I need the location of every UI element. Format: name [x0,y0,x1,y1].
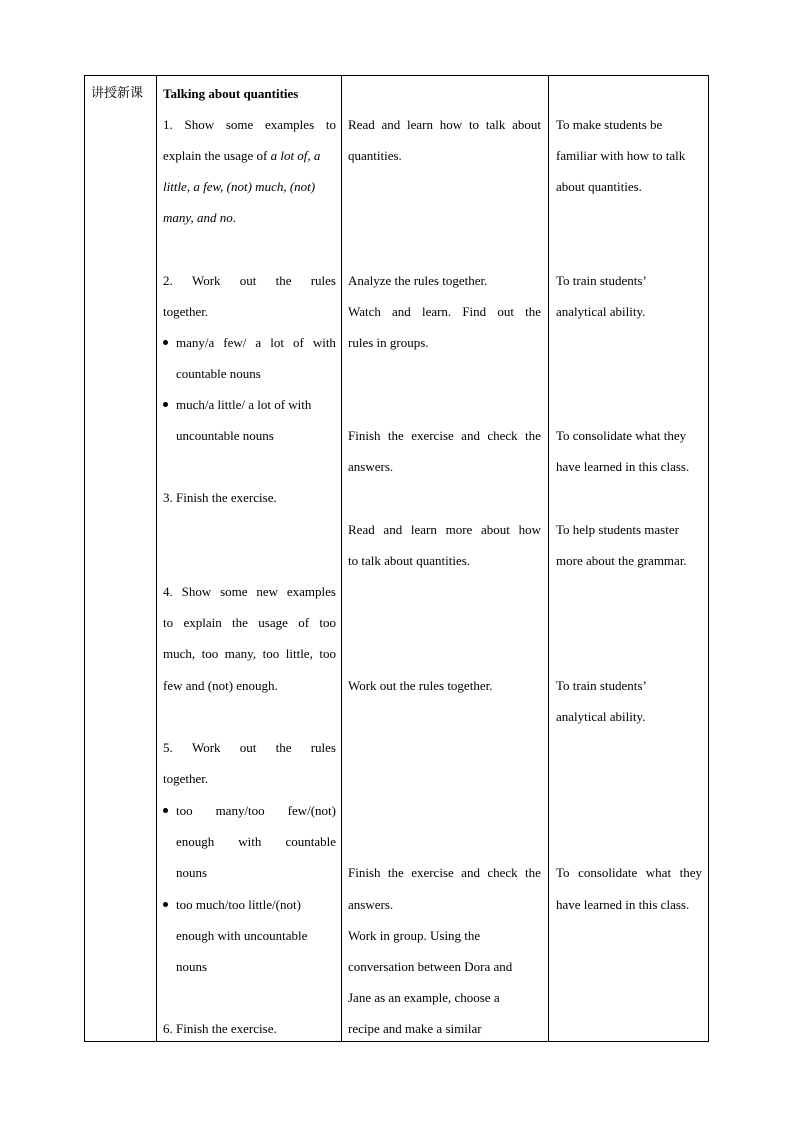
purpose-line: about quantities. [556,179,642,194]
bullet-item [176,795,336,826]
purpose-line: analytical ability. [556,709,646,724]
word: Finish [348,865,381,880]
word: the [275,740,292,755]
word: examples [265,117,315,132]
purpose-line: analytical ability. [556,304,646,319]
section-heading: Talking about quantities [163,86,299,101]
word: exercise [411,865,454,880]
purpose-line: To make students be [556,117,663,132]
word: Work [191,740,221,755]
word: few/ [223,335,247,350]
word: of [298,615,310,630]
word: out [239,740,257,755]
word: enough [176,834,215,849]
word: Show [184,117,215,132]
word: to [325,117,336,132]
bullet-item-cont: uncountable nouns [176,428,274,443]
word: of [292,335,304,350]
activity-line: Work out the rules together. [348,678,493,693]
word: about [481,522,510,537]
activity-line: rules in groups. [348,335,429,350]
activity-line: Analyze the rules together. [348,273,488,288]
word: the [275,273,292,288]
purpose-line: To train students’ [556,273,647,288]
word: 1. [163,117,173,132]
word: lot [270,335,284,350]
purpose-line: more about the grammar. [556,553,687,568]
activity-line: recipe and make a similar [348,1021,482,1036]
word: with [312,335,336,350]
activities-cell [342,76,548,1041]
activity-line: answers. [348,459,394,474]
word: Finish [348,428,381,443]
word: how [439,117,463,132]
bullet-item-cont: enough with uncountable [176,928,308,943]
word: and [392,304,411,319]
word: explain [183,615,222,630]
word: the [232,615,248,630]
word: talk [485,117,506,132]
word: too [176,803,193,818]
content-line: explain the usage of a lot of, a [163,148,321,163]
word: examples [286,584,336,599]
activity-line: conversation between Dora and [348,959,513,974]
bullet-item: too much/too little/(not) [176,889,301,920]
word: the [387,428,404,443]
content-line: few and (not) enough. [163,678,278,693]
content-line: together. [163,771,209,786]
word: to [163,615,174,630]
word: much, [163,646,196,661]
word: Watch [348,304,381,319]
word: what [645,865,672,880]
word: check [487,865,518,880]
word: with [238,834,262,849]
word: Read [348,522,375,537]
purpose-line: To consolidate what they [556,428,687,443]
purpose-cell [549,76,709,1041]
content-line: together. [163,304,209,319]
purpose-line [556,857,702,888]
bullet-item-cont: countable nouns [176,366,261,381]
activity-line: Jane as an example, choose a [348,990,500,1005]
word: many/a [176,335,215,350]
word: the [525,428,541,443]
word: Show [181,584,212,599]
bullet-item-cont: nouns [176,959,208,974]
word: too [319,615,336,630]
content-line: 3. Finish the exercise. [163,490,277,505]
word: check [487,428,518,443]
word: and [383,522,403,537]
word: how [518,522,541,537]
lesson-plan-table [84,75,709,1042]
activity-line [348,296,541,327]
word: 4. [163,584,173,599]
word: too [201,646,219,661]
word: learn [410,522,437,537]
word: the [525,304,541,319]
content-line [163,265,336,296]
word: many/too [215,803,265,818]
word: rules [310,273,336,288]
word: out [497,304,514,319]
content-line: 6. Finish the exercise. [163,1021,277,1036]
row-label: 讲授新课 [91,86,144,101]
word: the [525,865,541,880]
word: too [262,646,280,661]
activity-line: quantities. [348,148,402,163]
word: they [679,865,702,880]
word: out [239,273,257,288]
word: some [220,584,248,599]
activity-line [348,420,541,451]
word: little, [285,646,313,661]
content-line [163,607,336,638]
word: Find [462,304,487,319]
word: to [468,117,480,132]
word: To [556,865,570,880]
content-line: little, a few, (not) much, (not) [163,179,316,194]
activity-line [348,857,541,888]
word: and [461,865,480,880]
purpose-line: familiar with how to talk [556,148,686,163]
content-line [163,109,336,140]
bullet-item-cont [176,826,336,857]
content-line [163,638,336,669]
word: more [445,522,473,537]
word: some [225,117,254,132]
word: too [319,646,336,661]
content-line: many, and no. [163,210,236,225]
word: the [387,865,404,880]
activity-line: to talk about quantities. [348,553,471,568]
bullet-item-cont: nouns [176,865,208,880]
activity-line: Work in group. Using the [348,928,481,943]
word: 2. [163,273,173,288]
word: about [512,117,541,132]
word: new [256,584,279,599]
activity-line: answers. [348,897,394,912]
word: consolidate [578,865,638,880]
content-line [163,576,336,607]
word: learn [407,117,434,132]
word: rules [310,740,336,755]
word: exercise [411,428,454,443]
bullet-item [176,327,336,358]
activity-line [348,514,541,545]
word: and [461,428,480,443]
purpose-line: have learned in this class. [556,897,690,912]
word: many, [224,646,257,661]
word: Read [348,117,375,132]
purpose-line: have learned in this class. [556,459,690,474]
activity-line [348,109,541,140]
purpose-line: To train students’ [556,678,647,693]
word: Work [191,273,221,288]
word: a [255,335,262,350]
word: countable [285,834,336,849]
content-cell [157,76,341,1041]
word: usage [258,615,288,630]
row-label-cell [85,76,156,1041]
word: few/(not) [287,803,336,818]
word: 5. [163,740,173,755]
word: learn. [421,304,452,319]
content-line [163,732,336,763]
word: and [381,117,401,132]
purpose-line: To help students master [556,522,679,537]
bullet-item: much/a little/ a lot of with [176,389,311,420]
